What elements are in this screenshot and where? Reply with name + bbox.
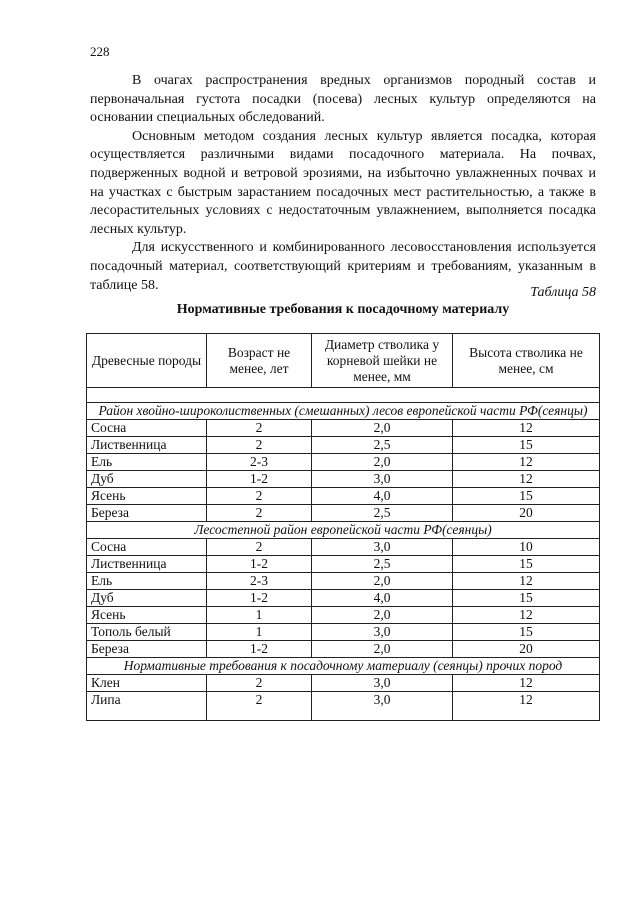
- cell-species: Сосна: [87, 420, 207, 437]
- section-title: Район хвойно-широколиственных (смешанных) лесов европейской части РФ(сеянцы): [87, 403, 600, 420]
- cell-diameter: 2,0: [312, 420, 453, 437]
- table-row: [87, 624, 600, 641]
- cell-diameter: 3,0: [312, 692, 453, 721]
- header-age: Возраст не менее, лет: [207, 334, 312, 388]
- paragraph: Для искусственного и комбинированного лесовосстановления используется посадочный материал, соответствующий критериям и требованиям, указанным в таблице 58.: [90, 240, 596, 293]
- cell-diameter: 2,5: [312, 556, 453, 573]
- cell-species: Сосна: [87, 539, 207, 556]
- cell-species: Ясень: [87, 607, 207, 624]
- table-row: [87, 420, 600, 437]
- table-row: [87, 641, 600, 658]
- table-section-row: [87, 658, 600, 675]
- planting-material-table: [86, 333, 600, 721]
- cell-species: Липа: [87, 692, 207, 721]
- cell-height: 15: [453, 590, 600, 607]
- cell-age: 2: [207, 420, 312, 437]
- table-row: [87, 556, 600, 573]
- cell-diameter: 2,0: [312, 641, 453, 658]
- paragraph: Основным методом создания лесных культур является посадка, которая осуществляется различными видами посадочного материала. На почвах, подверженных водной и ветровой эрозиями, на избыточно увлажненных почвах и на участках с быстрым зарастанием посадочных мест растительностью, а также в лесорастительных условиях с недостаточным увлажнением, выполняется посадка лесных культур.: [90, 128, 596, 237]
- table-row: [87, 607, 600, 624]
- cell-diameter: 3,0: [312, 675, 453, 692]
- cell-diameter: 3,0: [312, 624, 453, 641]
- table-row: [87, 437, 600, 454]
- cell-age: 1-2: [207, 556, 312, 573]
- body-text: [90, 72, 596, 295]
- cell-height: 12: [453, 573, 600, 590]
- cell-height: 20: [453, 505, 600, 522]
- table-row: [87, 573, 600, 590]
- cell-height: 15: [453, 437, 600, 454]
- table-section-row: [87, 403, 600, 420]
- cell-species: Тополь белый: [87, 624, 207, 641]
- cell-height: 15: [453, 488, 600, 505]
- cell-height: 12: [453, 471, 600, 488]
- cell-height: 15: [453, 624, 600, 641]
- header-diameter: Диаметр стволика у корневой шейки не менее, мм: [312, 334, 453, 388]
- table-section-row: [87, 522, 600, 539]
- cell-age: 1-2: [207, 641, 312, 658]
- cell-height: 12: [453, 607, 600, 624]
- section-title: Лесостепной район европейской части РФ(сеянцы): [87, 522, 600, 539]
- cell-height: 20: [453, 641, 600, 658]
- cell-species: Береза: [87, 505, 207, 522]
- section-title: Нормативные требования к посадочному материалу (сеянцы) прочих пород: [87, 658, 600, 675]
- cell-species: Ясень: [87, 488, 207, 505]
- cell-species: Ель: [87, 454, 207, 471]
- cell-species: Клен: [87, 675, 207, 692]
- cell-species: Дуб: [87, 471, 207, 488]
- cell-age: 1-2: [207, 471, 312, 488]
- cell-diameter: 2,5: [312, 505, 453, 522]
- cell-age: 2: [207, 539, 312, 556]
- cell-diameter: 3,0: [312, 539, 453, 556]
- table-row: [87, 692, 600, 721]
- cell-species: Ель: [87, 573, 207, 590]
- cell-height: 12: [453, 420, 600, 437]
- cell-diameter: 3,0: [312, 471, 453, 488]
- page-number: 228: [90, 44, 110, 59]
- cell-age: 2: [207, 505, 312, 522]
- table-row: [87, 505, 600, 522]
- cell-age: 2-3: [207, 454, 312, 471]
- cell-diameter: 2,0: [312, 607, 453, 624]
- cell-age: 1: [207, 607, 312, 624]
- table-row: [87, 488, 600, 505]
- table-header-row: [87, 334, 600, 388]
- cell-height: 15: [453, 556, 600, 573]
- table-caption: Таблица 58: [530, 285, 596, 300]
- cell-age: 2: [207, 488, 312, 505]
- cell-age: 1: [207, 624, 312, 641]
- cell-diameter: 4,0: [312, 488, 453, 505]
- cell-height: 12: [453, 675, 600, 692]
- cell-species: Береза: [87, 641, 207, 658]
- table-spacer-row: [87, 388, 600, 403]
- header-height: Высота стволика не менее, см: [453, 334, 600, 388]
- cell-age: 2-3: [207, 573, 312, 590]
- table-row: [87, 454, 600, 471]
- cell-species: Лиственница: [87, 437, 207, 454]
- cell-height: 12: [453, 454, 600, 471]
- table-row: [87, 471, 600, 488]
- cell-diameter: 2,5: [312, 437, 453, 454]
- table-row: [87, 590, 600, 607]
- table-row: [87, 675, 600, 692]
- cell-species: Лиственница: [87, 556, 207, 573]
- cell-species: Дуб: [87, 590, 207, 607]
- cell-diameter: 2,0: [312, 454, 453, 471]
- paragraph: В очагах распространения вредных организмов породный состав и первоначальная густота посадки (посева) лесных культур определяются на основании специальных обследований.: [90, 73, 596, 126]
- cell-age: 2: [207, 437, 312, 454]
- cell-age: 1-2: [207, 590, 312, 607]
- table-row: [87, 539, 600, 556]
- cell-age: 2: [207, 675, 312, 692]
- cell-height: 10: [453, 539, 600, 556]
- cell-diameter: 2,0: [312, 573, 453, 590]
- cell-diameter: 4,0: [312, 590, 453, 607]
- header-species: Древесные породы: [87, 334, 207, 388]
- table-title: Нормативные требования к посадочному материалу: [176, 302, 510, 317]
- cell-height: 12: [453, 692, 600, 721]
- cell-age: 2: [207, 692, 312, 721]
